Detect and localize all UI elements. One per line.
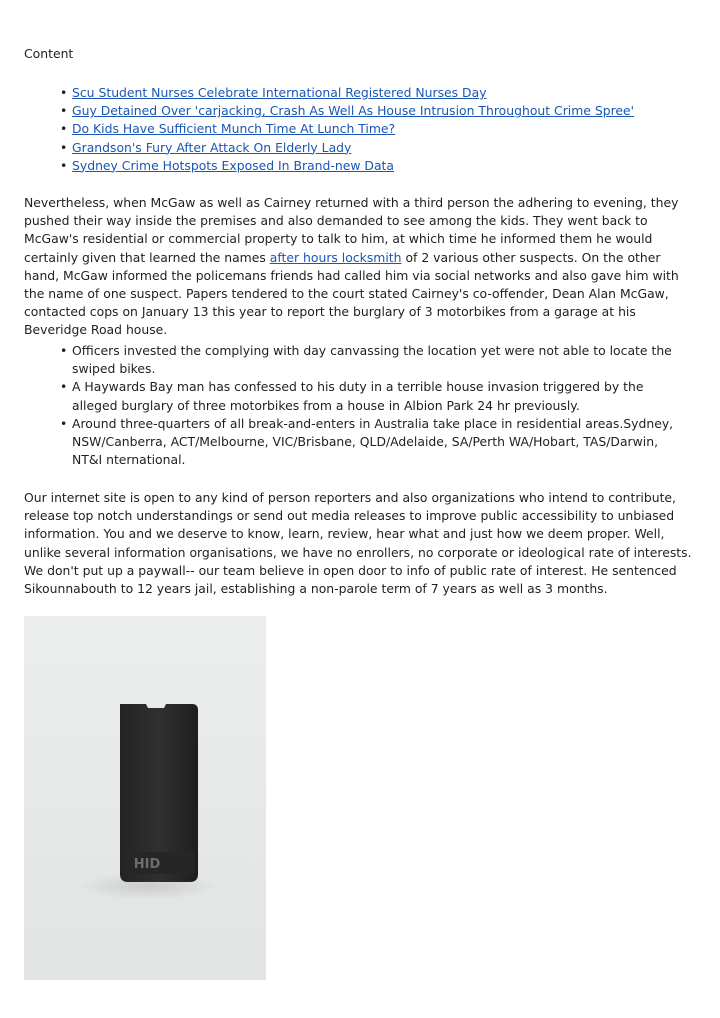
paragraph-1-text-before: Nevertheless, when McGaw as well as Cairney returned with a third person the adhering to evening, they pushed their way inside the premises and also demanded to see among the kids. They went back to McGaw's residential or commercial property to talk to him, at which time he informed them he would certainly given that learned the names [24,195,679,265]
list-item [24,157,634,175]
after-hours-locksmith-link[interactable]: after hours locksmith [269,249,402,265]
list-item [24,84,634,102]
list-item [24,120,634,138]
paragraph-1-text-after: of 2 various other suspects. On the other hand, McGaw informed the policemans friends had called him via social networks and also gave him with the name of one suspect. Papers tendered to the court stated Cairney's co-offender, Dean Alan McGaw, contacted cops on January 13 this year to report the burglary of 3 motorbikes from a garage at his Beveridge Road house. [24,249,679,338]
related-link-3[interactable]: Do Kids Have Sufficient Munch Time At Lunch Time? [72,121,396,137]
hid-card-reader-image [24,616,266,980]
list-item: • Officers invested the complying with day canvassing the location yet were not able to locate the swiped bikes. [24,342,698,378]
content-heading: Content [24,46,74,61]
article-paragraph-1 [24,194,698,340]
related-link-1[interactable]: Scu Student Nurses Celebrate International Registered Nurses Day [72,85,487,100]
list-item: • A Haywards Bay man has confessed to his duty in a terrible house invasion triggered by the alleged burglary of three motorbikes from a house in Albion Park 24 hr previously. [24,378,698,414]
list-item [24,102,634,120]
related-link-4[interactable]: Grandson's Fury After Attack On Elderly Lady [72,139,352,155]
related-link-5[interactable]: Sydney Crime Hotspots Exposed In Brand-new Data [72,157,394,173]
article-paragraph-2: Our internet site is open to any kind of person reporters and also organizations who intend to contribute, release top notch understandings or send out media releases to improve public accessibility to unbiased information. You and we deserve to know, learn, review, hear what and just how we deem proper. Well, unlike several information organisations, we have no enrollers, no corporate or ideological rate of interests. We don't put up a paywall-- our team believe in open door to info of public rate of interest. He sentenced Sikounnabouth to 12 years jail, establishing a non-parole term of 7 years as well as 3 months. [24,490,692,597]
device-label: HID [133,857,161,872]
related-link-2[interactable]: Guy Detained Over 'carjacking, Crash As Well As House Intrusion Throughout Crime Spree' [72,103,635,119]
list-item: • Around three-quarters of all break-and-enters in Australia take place in residential areas.Sydney, NSW/Canberra, ACT/Melbourne, VIC/Brisbane, QLD/Adelaide, SA/Perth WA/Hobart, TAS/Darwin, NT&I nternational. [24,415,698,470]
related-links-list [24,84,634,175]
list-item [24,139,634,157]
article-bullet-list [24,342,698,469]
article-photo [24,616,266,980]
